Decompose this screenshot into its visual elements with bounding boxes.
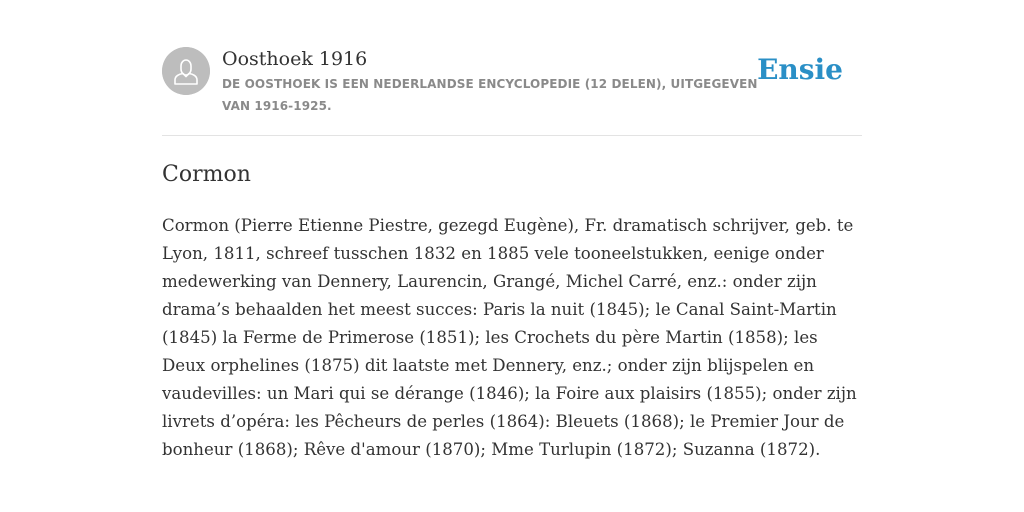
user-icon[interactable] xyxy=(162,47,210,95)
source-description: DE OOSTHOEK IS EEN NEDERLANDSE ENCYCLOPEDIE (12 DELEN), UITGEGEVEN VAN 1916-1925. xyxy=(222,77,758,113)
ensie-logo[interactable]: Ensie xyxy=(757,53,843,86)
entry-title: Cormon xyxy=(162,162,251,187)
entry-body: Cormon (Pierre Etienne Piestre, gezegd Eugène), Fr. dramatisch schrijver, geb. te Lyon, 1811, schreef tusschen 1832 en 1885 vele tooneelstukken, eenige onder medewerking van Dennery, Laurencin, Grangé, Michel Carré, enz.: onder zijn drama’s behaalden het meest succes: Paris la nuit (1845); le Canal Saint-Martin (1845) la Ferme de Primerose (1851); les Crochets du père Martin (1858); les Deux orphelines (1875) dit laatste met Dennery, enz.; onder zijn blijspelen en vaudevilles: un Mari qui se dérange (1846); la Foire aux plaisirs (1855); onder zijn livrets d’opéra: les Pêcheurs de perles (1864): Bleuets (1868); le Premier Jour de bonheur (1868); Rêve d'amour (1870); Mme Turlupin (1872); Suzanna (1872). xyxy=(162,216,857,459)
source-title[interactable]: Oosthoek 1916 xyxy=(222,48,368,70)
divider xyxy=(162,135,862,136)
source-header xyxy=(162,45,862,135)
